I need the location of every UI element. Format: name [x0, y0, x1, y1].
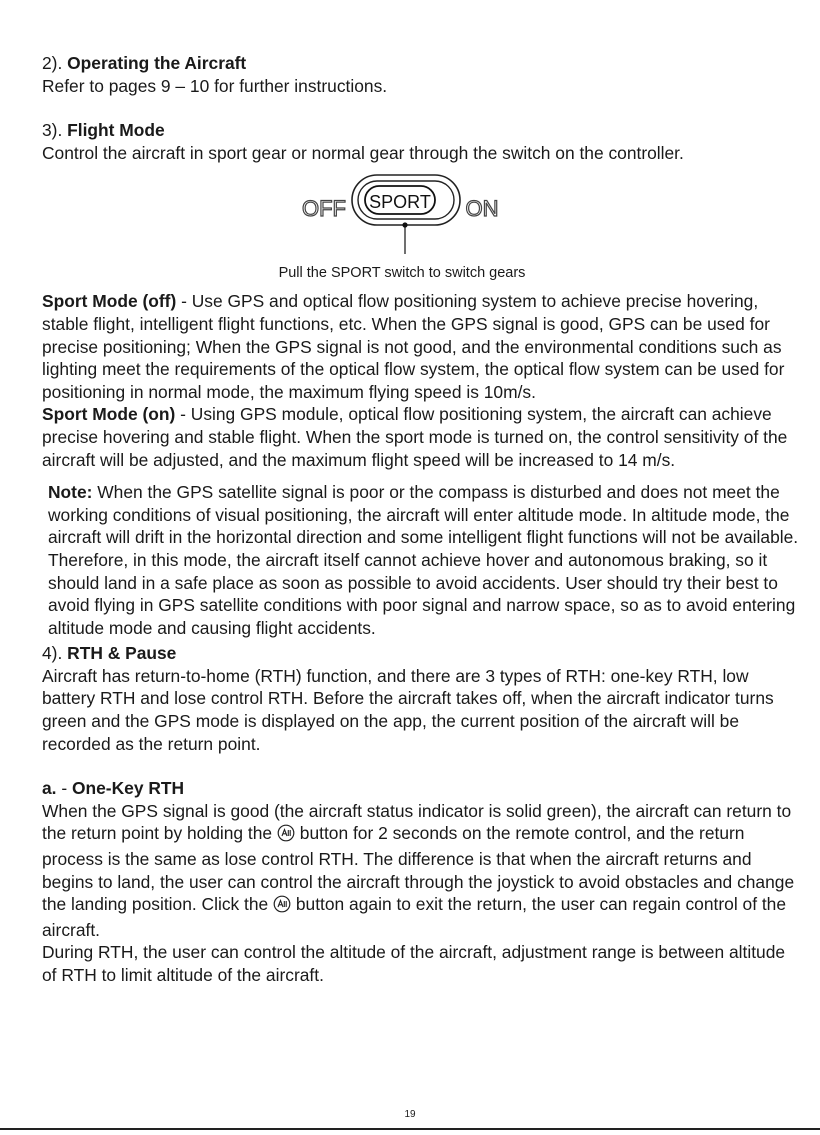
rth-body: Aircraft has return-to-home (RTH) function, and there are 3 types of RTH: one-key RTH, low battery RTH and lose control RTH. Before the aircraft takes off, when the aircraft indicator turns green and the GPS mode is displayed on the app, the current position of the aircraft will be recorded as the return point. [42, 665, 774, 754]
switch-on-label: ON [465, 196, 499, 222]
rth-altitude-paragraph: During RTH, the user can control the altitude of the aircraft, adjustment range is between altitude of RTH to limit altitude of the aircraft. [42, 942, 786, 985]
operating-body: Refer to pages 9 – 10 for further instructions. [42, 75, 388, 96]
page-number: 19 [404, 1109, 416, 1120]
sport-off-paragraph: Sport Mode (off) - Use GPS and optical flow positioning system to achieve precise hovering, stable flight, intelligent flight functions, etc. When the GPS signal is good, GPS can be used for precise positioning; When the GPS signal is not good, and the environmental conditions such as lighting meet the requirements of the optical flow system, the optical flow system can be used for positioning in normal mode, the maximum flying speed is 10m/s. [42, 291, 785, 402]
flight-mode-body: Control the aircraft in sport gear or normal gear through the switch on the controller. [42, 142, 684, 163]
note-paragraph: Note: When the GPS satellite signal is poor or the compass is disturbed and does not meet the working conditions of visual positioning, the aircraft will enter altitude mode. In altitude mode, the aircraft will drift in the horizontal direction and some intelligent flight functions will not be available. Therefore, in this mode, the aircraft itself cannot achieve hover and autonomous braking, so it should land in a safe place as soon as possible to avoid accidents. User should try their best to avoid flying in GPS satellite conditions with poor signal and narrow space, so as to avoid entering altitude mode and causing flight accidents. [48, 482, 799, 638]
operating-heading: 2). Operating the Aircraft [42, 53, 247, 73]
figure-caption: Pull the SPORT switch to switch gears [278, 265, 526, 282]
manual-page [42, 52, 802, 987]
one-key-rth-heading: a. - One-Key RTH [42, 778, 185, 799]
rth-heading: 4). RTH & Pause [42, 643, 177, 664]
flight-mode-heading: 3). Flight Mode [42, 120, 165, 141]
sport-switch-diagram [42, 170, 762, 265]
switch-off-label: OFF [302, 196, 346, 222]
rth-pause-icon [277, 824, 295, 848]
one-key-rth-body: When the GPS signal is good (the aircraft status indicator is solid green), the aircraft can return to the return point by holding the button for 2 seconds on the remote control, and the return process is the same as lose control RTH. The difference is that when the aircraft returns and begins to land, the user can control the aircraft through the joystick to avoid obstacles and change the landing position. Click the button again to exit the return, the user can regain control of the aircraft. [42, 800, 795, 940]
sport-on-paragraph: Sport Mode (on) - Using GPS module, optical flow positioning system, the aircraft can achieve precise hovering and stable flight. When the sport mode is turned on, the control sensitivity of the aircraft will be adjusted, and the maximum flight speed will be increased to 14 m/s. [42, 404, 788, 470]
sport-switch-figure [42, 170, 802, 290]
rth-pause-icon [273, 895, 291, 919]
switch-sport-label: SPORT [369, 192, 431, 213]
footer-rule [0, 1128, 820, 1130]
